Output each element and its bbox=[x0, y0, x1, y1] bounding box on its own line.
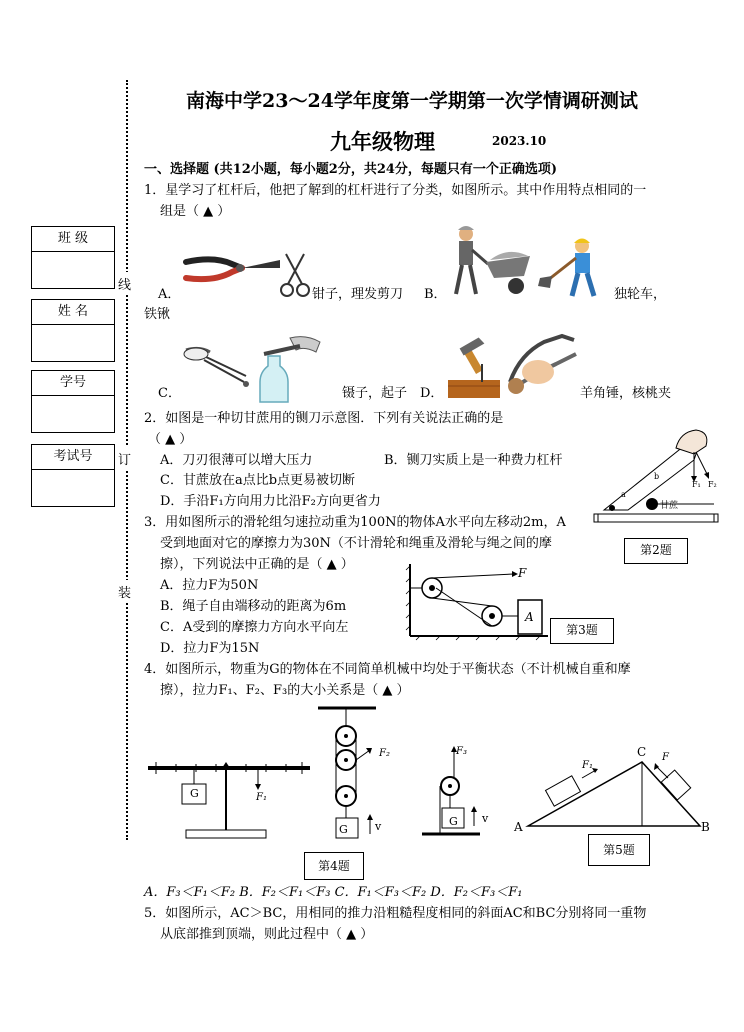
name-field bbox=[31, 299, 115, 362]
q1-option-a-letter: A． bbox=[158, 287, 181, 302]
exam-title: 南海中学23～24学年度第一学期第一次学情调研测试 bbox=[186, 90, 638, 112]
q3-label-f: F bbox=[518, 566, 527, 580]
q3-pulley-figure bbox=[406, 564, 550, 642]
q4-options: A．F₃＜F₁＜F₂ B．F₂＜F₁＜F₃ C．F₁＜F₃＜F₂ D．F₂＜F₃＜F₁ bbox=[144, 885, 523, 900]
q1-option-b-text: 独轮车， bbox=[614, 287, 667, 302]
q5-caption: 第5题 bbox=[588, 834, 650, 866]
subject-title: 九年级物理 bbox=[330, 129, 435, 154]
shovel-worker-image bbox=[538, 236, 612, 298]
claw-hammer-image bbox=[446, 334, 502, 400]
q1-option-a-text: 钳子，理发剪刀 bbox=[312, 287, 404, 302]
exam-date: 2023.10 bbox=[492, 134, 547, 148]
q4-pulley-f2-label: F₂ bbox=[379, 748, 390, 759]
name-label: 姓 名 bbox=[32, 300, 114, 325]
q3-option-c: C．A受到的摩擦力方向水平向左 bbox=[160, 620, 349, 635]
q1-option-b-letter: B． bbox=[424, 287, 447, 302]
q3-option-b: B．绳子自由端移动的距离为6m bbox=[160, 599, 347, 614]
pliers-image bbox=[184, 248, 284, 288]
q2-stem: 2．如图是一种切甘蔗用的铡刀示意图．下列有关说法正确的是 bbox=[144, 411, 504, 426]
q3-stem-2: 受到地面对它的摩擦力为30N（不计滑轮和绳重及滑轮与绳之间的摩 bbox=[160, 536, 552, 551]
class-value[interactable] bbox=[32, 252, 114, 288]
q2-option-b: B．铡刀实质上是一种费力杠杆 bbox=[384, 453, 563, 468]
class-field bbox=[31, 226, 115, 289]
section-heading: 一、选择题 (共12小题，每小题2分，共24分，每题只有一个正确选项) bbox=[144, 162, 558, 177]
wheelbarrow-image bbox=[450, 224, 534, 298]
q3-option-d: D．拉力F为15N bbox=[160, 641, 260, 656]
q2-label-f1: F₁ bbox=[692, 480, 701, 489]
binding-mark-line: 线 bbox=[118, 272, 131, 295]
nutcracker-image bbox=[504, 334, 580, 400]
q2-label-f2: F₂ bbox=[708, 480, 717, 489]
q4-lever-figure bbox=[146, 756, 312, 842]
q3-label-a: A bbox=[525, 610, 534, 624]
student-id-label: 学号 bbox=[32, 371, 114, 396]
q4-stem-1: 4．如图所示，物重为G的物体在不同简单机械中均处于平衡状态（不计机械自重和摩 bbox=[144, 662, 631, 677]
q5-label-f1: F₁ bbox=[582, 760, 593, 771]
q4-pulley-f2-v: v bbox=[375, 820, 382, 833]
q5-label-a: A bbox=[514, 820, 523, 834]
bottle-opener-image bbox=[256, 332, 324, 404]
q4-caption: 第4题 bbox=[304, 852, 364, 880]
student-id-field bbox=[31, 370, 115, 433]
class-label: 班 级 bbox=[32, 227, 114, 252]
q2-label-b: b bbox=[654, 472, 660, 481]
q4-lever-g: G bbox=[190, 787, 199, 800]
q1-option-d-letter: D． bbox=[420, 386, 444, 401]
q1-option-d-text: 羊角锤，核桃夹 bbox=[580, 386, 672, 401]
q5-label-c: C bbox=[637, 745, 647, 759]
q5-label-b: B bbox=[701, 820, 710, 834]
q2-answer-mark: （ ▲ ） bbox=[148, 432, 193, 447]
q3-caption: 第3题 bbox=[550, 618, 614, 644]
q5-incline-figure bbox=[524, 756, 704, 828]
q5-label-f: F bbox=[662, 752, 669, 763]
q4-pulley-f2-figure bbox=[316, 706, 382, 846]
q4-stem-2: 擦），拉力F₁、F₂、F₃的大小关系是（ ▲ ） bbox=[160, 683, 410, 698]
q5-stem-2: 从底部推到顶端，则此过程中（ ▲ ） bbox=[160, 927, 374, 942]
q3-option-a: A．拉力F为50N bbox=[160, 578, 259, 593]
q4-lever-f1: F₁ bbox=[256, 792, 267, 803]
q4-pulley-f3-label: F₃ bbox=[456, 746, 467, 757]
exam-number-label: 考试号 bbox=[32, 445, 114, 470]
q1-option-c-text: 镊子，起子 bbox=[342, 386, 408, 401]
student-id-value[interactable] bbox=[32, 396, 114, 432]
q3-stem-3: 擦），下列说法中正确的是（ ▲ ） bbox=[160, 557, 354, 572]
q2-option-a: A．刀刃很薄可以增大压力 bbox=[160, 453, 313, 468]
q5-stem-1: 5．如图所示，AC＞BC，用相同的推力沿粗糙程度相同的斜面AC和BC分别将同一重物 bbox=[144, 906, 647, 921]
q3-stem-1: 3．用如图所示的滑轮组匀速拉动重为100N的物体A水平向左移动2m，A bbox=[144, 515, 566, 530]
tweezers-image bbox=[180, 342, 252, 390]
exam-number-value[interactable] bbox=[32, 470, 114, 506]
q2-option-c: C．甘蔗放在a点比b点更易被切断 bbox=[160, 473, 356, 488]
binding-mark-order: 订 bbox=[118, 447, 131, 470]
q1-option-b-cont: 铁锹 bbox=[144, 307, 171, 322]
q4-pulley-f2-g: G bbox=[339, 823, 348, 836]
exam-number-field bbox=[31, 444, 115, 507]
q1-stem-2: 组是（ ▲ ） bbox=[160, 204, 231, 219]
q4-pulley-f3-g: G bbox=[449, 815, 458, 828]
q1-stem-1: 1．星学习了杠杆后，他把了解到的杠杆进行了分类，如图所示。其中作用特点相同的一 bbox=[144, 183, 647, 198]
q1-option-c-letter: C． bbox=[158, 386, 181, 401]
binding-mark-bind: 装 bbox=[118, 580, 131, 603]
q2-label-sugarcane: 甘蔗 bbox=[660, 501, 679, 511]
name-value[interactable] bbox=[32, 325, 114, 361]
scissors-image bbox=[280, 254, 310, 298]
q2-caption: 第2题 bbox=[624, 538, 688, 564]
q4-pulley-f3-v: v bbox=[482, 812, 489, 825]
q2-label-a: a bbox=[621, 490, 626, 499]
q2-option-d: D．手沿F₁方向用力比沿F₂方向更省力 bbox=[160, 494, 381, 509]
